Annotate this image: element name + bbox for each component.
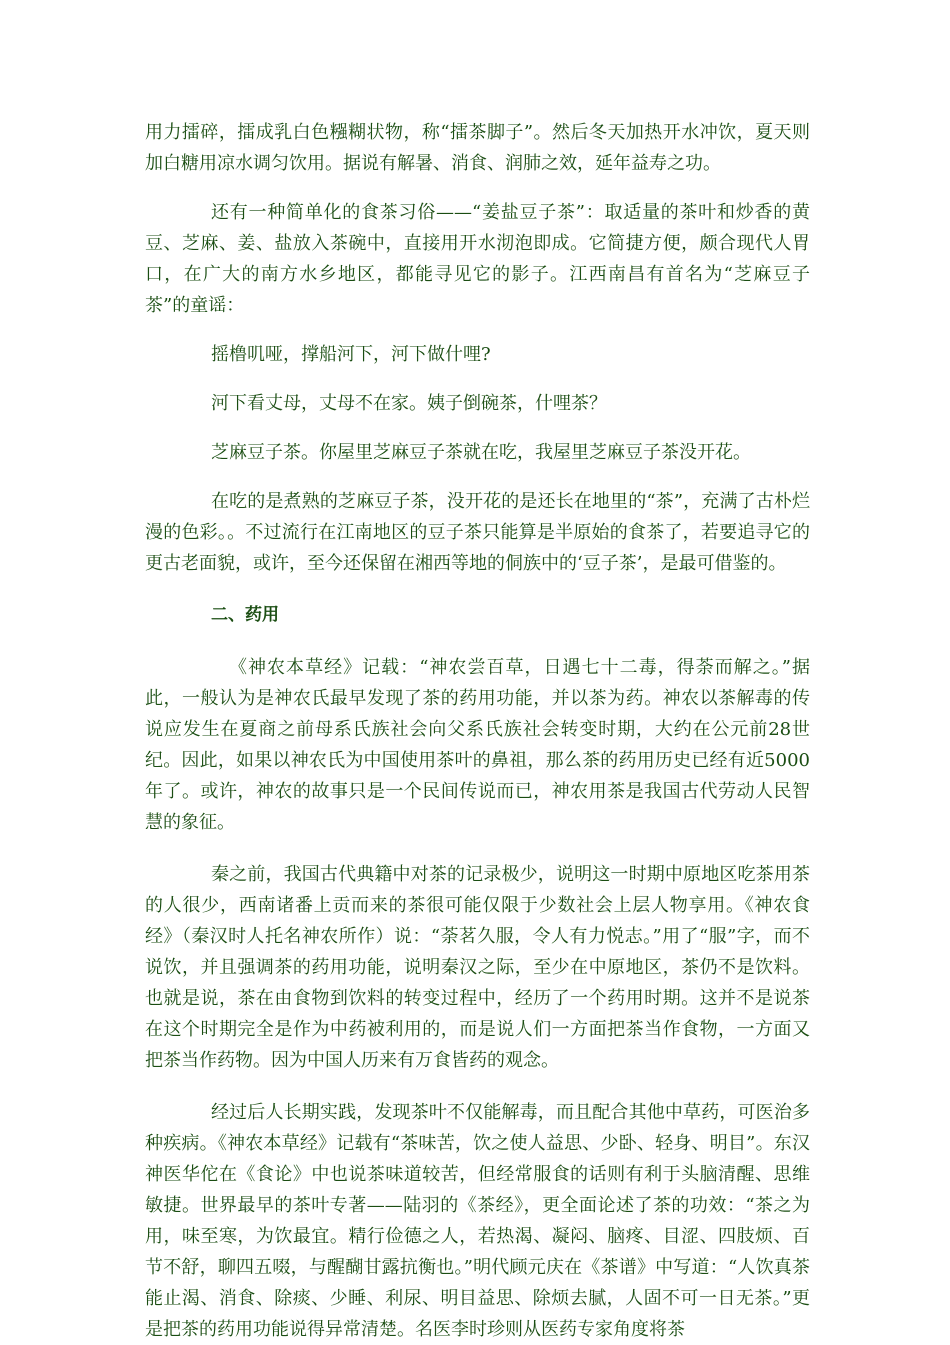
verse-line-2: 河下看丈母，丈母不在家。姨子倒碗茶，什哩茶？: [211, 393, 607, 414]
paragraph-ginger-salt-bean-tea: 还有一种简单化的食茶习俗——“姜盐豆子茶”：取适量的茶叶和炒香的黄豆、芝麻、姜、盐放入茶碗中，直接用开水沏泡即成。它简捷方便，颇合现代人胃口，在广大的南方水乡地区，都能寻见它的影子。江西南昌有首名为“芝麻豆子茶”的童谣：: [145, 202, 810, 316]
paragraph-shennong: 《神农本草经》记载：“神农尝百草，日遇七十二毒，得荼而解之。”据此，一般认为是神农氏最早发现了茶的药用功能，并以茶为药。神农以茶解毒的传说应发生在夏商之前母系氏族社会向父系氏族社会转变时期，大约在公元前28世纪。因此，如果以神农氏为中国使用茶叶的鼻祖，那么茶的药用历史已经有近5000年了。或许，神农的故事只是一个民间传说而已，神农用茶是我国古代劳动人民智慧的象征。: [145, 657, 810, 833]
paragraph-bean-tea-commentary: 在吃的是煮熟的芝麻豆子茶，没开花的是还长在地里的“茶”，充满了古朴烂漫的色彩。。不过流行在江南地区的豆子茶只能算是半原始的食茶了，若要追寻它的更古老面貌，或许，至今还保留在湘西等地的侗族中的‘豆子茶’，是最可借鉴的。: [145, 491, 810, 574]
document-page: [145, 117, 810, 1345]
verse-line-3: 芝麻豆子茶。你屋里芝麻豆子茶就在吃，我屋里芝麻豆子茶没开花。: [211, 442, 751, 463]
paragraph-pre-qin: 秦之前，我国古代典籍中对茶的记录极少，说明这一时期中原地区吃茶用茶的人很少，西南诸番上贡而来的茶很可能仅限于少数社会上层人物享用。《神农食经》（秦汉时人托名神农所作）说：“荼茗久服，令人有力悦志。”用了“服”字，而不说饮，并且强调茶的药用功能，说明秦汉之际，至少在中原地区，茶仍不是饮料。也就是说，茶在由食物到饮料的转变过程中，经历了一个药用时期。这并不是说茶在这个时期完全是作为中药被利用的，而是说人们一方面把茶当作食物，一方面又把茶当作药物。因为中国人历来有万食皆药的观念。: [145, 864, 810, 1071]
paragraph-leicha-continued: 用力擂碎，擂成乳白色糨糊状物，称“擂茶脚子”。然后冬天加热开水冲饮，夏天则加白糖用凉水调匀饮用。据说有解暑、消食、润肺之效，延年益寿之功。: [145, 122, 810, 174]
paragraph-later-practice: 经过后人长期实践，发现茶叶不仅能解毒，而且配合其他中草药，可医治多种疾病。《神农本草经》记载有“茶味苦，饮之使人益思、少卧、轻身、明目”。东汉神医华佗在《食论》中也说茶味道较苦，但经常服食的话则有利于头脑清醒、思维敏捷。世界最早的茶叶专著——陆羽的《茶经》，更全面论述了茶的功效：“茶之为用，味至寒，为饮最宜。精行俭德之人，若热渴、凝闷、脑疼、目涩、四肢烦、百节不舒，聊四五啜，与醒醐甘露抗衡也。”明代顾元庆在《茶谱》中写道：“人饮真茶能止渴、消食、除痰、少睡、利尿、明目益思、除烦去腻，人固不可一日无茶。”更是把茶的药用功能说得异常清楚。名医李时珍则从医药专家角度将茶: [145, 1102, 810, 1340]
section-heading-medicinal: 二、药用: [211, 605, 279, 625]
verse-line-1: 摇橹叽哑，撑船河下，河下做什哩?: [211, 344, 491, 365]
